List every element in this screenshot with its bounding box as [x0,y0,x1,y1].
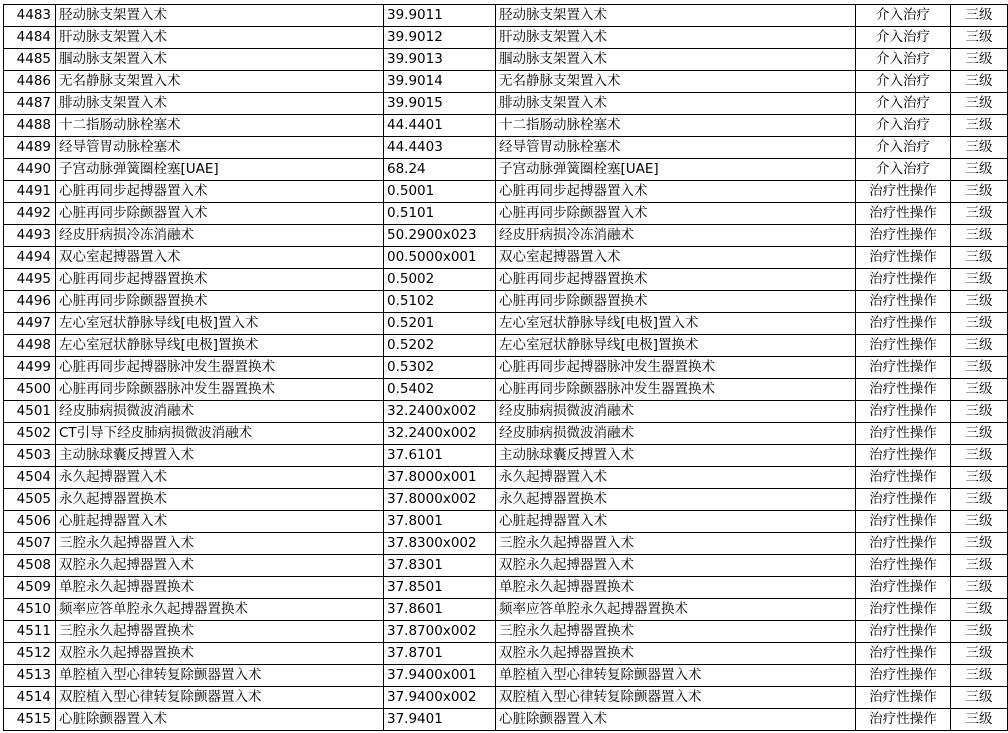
procedure-name: 双腔永久起搏器置入术 [56,555,384,577]
procedure-code: 0.5001 [384,181,496,203]
procedure-name: 单腔永久起搏器置换术 [56,577,384,599]
table-row [4,71,1008,93]
procedure-name-standard: 心脏再同步除颤器置入术 [496,203,856,225]
procedure-name-standard: 肝动脉支架置入术 [496,27,856,49]
procedure-name-standard: 经皮肺病损微波消融术 [496,401,856,423]
procedure-category: 治疗性操作 [856,181,951,203]
procedure-category: 治疗性操作 [856,203,951,225]
procedure-category: 介入治疗 [856,27,951,49]
procedure-code: 68.24 [384,159,496,181]
procedure-name: 子宫动脉弹簧圈栓塞[UAE] [56,159,384,181]
procedure-name: 左心室冠状静脉导线[电极]置换术 [56,335,384,357]
table-row [4,401,1008,423]
procedure-code: 37.6101 [384,445,496,467]
procedure-name: 心脏再同步起搏器置换术 [56,269,384,291]
row-number: 4491 [4,181,56,203]
table-row [4,269,1008,291]
procedure-level: 三级 [951,5,1008,27]
row-number: 4515 [4,709,56,731]
procedure-name: 腘动脉支架置入术 [56,49,384,71]
procedure-name: 心脏再同步起搏器置入术 [56,181,384,203]
procedure-category: 治疗性操作 [856,709,951,731]
procedure-name: 永久起搏器置换术 [56,489,384,511]
table-row [4,357,1008,379]
procedure-level: 三级 [951,115,1008,137]
procedure-name-standard: 经皮肺病损微波消融术 [496,423,856,445]
row-number: 4494 [4,247,56,269]
table-row [4,49,1008,71]
table-row [4,621,1008,643]
table-row [4,5,1008,27]
procedure-level: 三级 [951,687,1008,709]
procedure-name: 心脏起搏器置入术 [56,511,384,533]
procedure-name-standard: 经皮肝病损冷冻消融术 [496,225,856,247]
table-row [4,203,1008,225]
procedure-code: 37.8700x002 [384,621,496,643]
table-row [4,599,1008,621]
procedure-level: 三级 [951,621,1008,643]
procedure-code: 37.8301 [384,555,496,577]
procedure-level: 三级 [951,203,1008,225]
procedure-code: 37.8601 [384,599,496,621]
procedure-name-standard: 心脏再同步起搏器置换术 [496,269,856,291]
row-number: 4511 [4,621,56,643]
procedure-level: 三级 [951,313,1008,335]
row-number: 4501 [4,401,56,423]
procedure-code: 37.8000x001 [384,467,496,489]
procedure-code: 0.5201 [384,313,496,335]
procedure-level: 三级 [951,335,1008,357]
row-number: 4493 [4,225,56,247]
procedure-name-standard: 永久起搏器置换术 [496,489,856,511]
procedure-level: 三级 [951,577,1008,599]
table-row [4,93,1008,115]
procedure-code: 0.5302 [384,357,496,379]
table-row [4,665,1008,687]
procedure-level: 三级 [951,445,1008,467]
procedure-name: 心脏除颤器置入术 [56,709,384,731]
procedure-name: 左心室冠状静脉导线[电极]置入术 [56,313,384,335]
procedure-name-standard: 双腔植入型心律转复除颤器置入术 [496,687,856,709]
procedure-code: 32.2400x002 [384,401,496,423]
procedure-level: 三级 [951,467,1008,489]
procedure-name: 腓动脉支架置入术 [56,93,384,115]
row-number: 4503 [4,445,56,467]
procedure-name: 心脏再同步除颤器置入术 [56,203,384,225]
procedure-level: 三级 [951,27,1008,49]
row-number: 4504 [4,467,56,489]
table-row [4,467,1008,489]
procedure-name-standard: 三腔永久起搏器置换术 [496,621,856,643]
procedure-name-standard: 双腔永久起搏器置换术 [496,643,856,665]
procedure-name: CT引导下经皮肺病损微波消融术 [56,423,384,445]
table-row [4,445,1008,467]
procedure-code: 37.8701 [384,643,496,665]
procedure-code: 39.9014 [384,71,496,93]
procedure-code: 37.8300x002 [384,533,496,555]
procedure-category: 治疗性操作 [856,621,951,643]
procedure-level: 三级 [951,225,1008,247]
table-row [4,709,1008,731]
procedure-level: 三级 [951,489,1008,511]
table-row [4,687,1008,709]
procedure-level: 三级 [951,511,1008,533]
procedure-name-standard: 频率应答单腔永久起搏器置换术 [496,599,856,621]
table-row [4,511,1008,533]
procedure-name-standard: 十二指肠动脉栓塞术 [496,115,856,137]
procedure-category: 治疗性操作 [856,489,951,511]
row-number: 4496 [4,291,56,313]
row-number: 4510 [4,599,56,621]
row-number: 4485 [4,49,56,71]
procedure-category: 治疗性操作 [856,357,951,379]
procedure-name: 永久起搏器置入术 [56,467,384,489]
procedure-category: 治疗性操作 [856,665,951,687]
procedure-code: 32.2400x002 [384,423,496,445]
procedure-code: 39.9015 [384,93,496,115]
procedure-category: 治疗性操作 [856,247,951,269]
procedure-code: 37.9401 [384,709,496,731]
procedure-level: 三级 [951,357,1008,379]
table-row [4,577,1008,599]
procedure-code: 00.5000x001 [384,247,496,269]
procedure-name: 主动脉球囊反搏置入术 [56,445,384,467]
procedure-category: 介入治疗 [856,5,951,27]
row-number: 4499 [4,357,56,379]
procedure-code: 44.4401 [384,115,496,137]
procedure-name-standard: 腘动脉支架置入术 [496,49,856,71]
procedure-category: 治疗性操作 [856,687,951,709]
procedure-level: 三级 [951,137,1008,159]
procedure-name-standard: 永久起搏器置入术 [496,467,856,489]
table-row [4,643,1008,665]
procedure-table-body [4,5,1008,731]
table-row [4,291,1008,313]
procedure-category: 治疗性操作 [856,401,951,423]
procedure-name-standard: 左心室冠状静脉导线[电极]置换术 [496,335,856,357]
procedure-name-standard: 腓动脉支架置入术 [496,93,856,115]
procedure-code: 37.8501 [384,577,496,599]
procedure-name-standard: 三腔永久起搏器置入术 [496,533,856,555]
procedure-name: 三腔永久起搏器置换术 [56,621,384,643]
row-number: 4498 [4,335,56,357]
procedure-level: 三级 [951,379,1008,401]
procedure-code: 37.9400x002 [384,687,496,709]
table-row [4,225,1008,247]
procedure-name-standard: 双腔永久起搏器置入术 [496,555,856,577]
procedure-name: 经皮肺病损微波消融术 [56,401,384,423]
procedure-code: 0.5402 [384,379,496,401]
procedure-name: 无名静脉支架置入术 [56,71,384,93]
procedure-code: 37.9400x001 [384,665,496,687]
procedure-name-standard: 经导管胃动脉栓塞术 [496,137,856,159]
procedure-category: 治疗性操作 [856,291,951,313]
procedure-category: 治疗性操作 [856,335,951,357]
procedure-category: 治疗性操作 [856,599,951,621]
procedure-name: 胫动脉支架置入术 [56,5,384,27]
table-row [4,423,1008,445]
procedure-category: 治疗性操作 [856,379,951,401]
procedure-code: 50.2900x023 [384,225,496,247]
procedure-level: 三级 [951,533,1008,555]
procedure-code: 0.5002 [384,269,496,291]
row-number: 4495 [4,269,56,291]
row-number: 4502 [4,423,56,445]
row-number: 4486 [4,71,56,93]
row-number: 4505 [4,489,56,511]
procedure-name: 十二指肠动脉栓塞术 [56,115,384,137]
row-number: 4507 [4,533,56,555]
procedure-name: 经皮肝病损冷冻消融术 [56,225,384,247]
procedure-name-standard: 心脏除颤器置入术 [496,709,856,731]
table-row [4,533,1008,555]
row-number: 4489 [4,137,56,159]
procedure-level: 三级 [951,401,1008,423]
procedure-category: 介入治疗 [856,49,951,71]
row-number: 4500 [4,379,56,401]
table-row [4,489,1008,511]
procedure-level: 三级 [951,599,1008,621]
procedure-name: 三腔永久起搏器置入术 [56,533,384,555]
table-row [4,159,1008,181]
procedure-name: 心脏再同步除颤器置换术 [56,291,384,313]
table-row [4,181,1008,203]
procedure-code: 0.5202 [384,335,496,357]
procedure-category: 治疗性操作 [856,313,951,335]
procedure-level: 三级 [951,93,1008,115]
row-number: 4490 [4,159,56,181]
procedure-level: 三级 [951,159,1008,181]
procedure-category: 治疗性操作 [856,269,951,291]
row-number: 4506 [4,511,56,533]
procedure-level: 三级 [951,665,1008,687]
procedure-name: 双腔永久起搏器置换术 [56,643,384,665]
row-number: 4488 [4,115,56,137]
procedure-name-standard: 心脏再同步起搏器置入术 [496,181,856,203]
procedure-code: 0.5102 [384,291,496,313]
procedure-name: 双腔植入型心律转复除颤器置入术 [56,687,384,709]
procedure-code: 39.9011 [384,5,496,27]
row-number: 4483 [4,5,56,27]
procedure-name-standard: 单腔永久起搏器置换术 [496,577,856,599]
procedure-name-standard: 心脏再同步除颤器置换术 [496,291,856,313]
row-number: 4492 [4,203,56,225]
table-row [4,313,1008,335]
procedure-name-standard: 子宫动脉弹簧圈栓塞[UAE] [496,159,856,181]
procedure-name-standard: 心脏起搏器置入术 [496,511,856,533]
procedure-category: 治疗性操作 [856,555,951,577]
row-number: 4497 [4,313,56,335]
procedure-code: 0.5101 [384,203,496,225]
procedure-category: 治疗性操作 [856,643,951,665]
table-row [4,27,1008,49]
row-number: 4512 [4,643,56,665]
row-number: 4508 [4,555,56,577]
procedure-level: 三级 [951,291,1008,313]
procedure-category: 介入治疗 [856,159,951,181]
procedure-name-standard: 心脏再同步除颤器脉冲发生器置换术 [496,379,856,401]
procedure-category: 治疗性操作 [856,423,951,445]
procedure-name-standard: 双心室起搏器置入术 [496,247,856,269]
table-row [4,379,1008,401]
procedure-level: 三级 [951,643,1008,665]
row-number: 4487 [4,93,56,115]
procedure-category: 治疗性操作 [856,467,951,489]
procedure-name-standard: 心脏再同步起搏器脉冲发生器置换术 [496,357,856,379]
procedure-level: 三级 [951,269,1008,291]
procedure-name: 心脏再同步除颤器脉冲发生器置换术 [56,379,384,401]
procedure-name: 单腔植入型心律转复除颤器置入术 [56,665,384,687]
procedure-level: 三级 [951,71,1008,93]
table-row [4,555,1008,577]
procedure-level: 三级 [951,49,1008,71]
table-row [4,115,1008,137]
procedure-category: 治疗性操作 [856,445,951,467]
procedure-category: 治疗性操作 [856,511,951,533]
row-number: 4509 [4,577,56,599]
procedure-code: 39.9012 [384,27,496,49]
procedure-level: 三级 [951,181,1008,203]
procedure-name: 频率应答单腔永久起搏器置换术 [56,599,384,621]
procedure-category: 介入治疗 [856,115,951,137]
row-number: 4484 [4,27,56,49]
procedure-category: 治疗性操作 [856,577,951,599]
procedure-name: 心脏再同步起搏器脉冲发生器置换术 [56,357,384,379]
procedure-name: 双心室起搏器置入术 [56,247,384,269]
procedure-name: 肝动脉支架置入术 [56,27,384,49]
procedure-code: 39.9013 [384,49,496,71]
procedure-category: 介入治疗 [856,93,951,115]
procedure-level: 三级 [951,423,1008,445]
table-row [4,137,1008,159]
procedure-name-standard: 无名静脉支架置入术 [496,71,856,93]
procedure-name-standard: 左心室冠状静脉导线[电极]置入术 [496,313,856,335]
procedure-code: 37.8000x002 [384,489,496,511]
procedure-category: 介入治疗 [856,71,951,93]
procedure-category: 介入治疗 [856,137,951,159]
procedure-level: 三级 [951,247,1008,269]
procedure-code: 37.8001 [384,511,496,533]
procedure-level: 三级 [951,555,1008,577]
procedure-category: 治疗性操作 [856,225,951,247]
row-number: 4514 [4,687,56,709]
procedure-name-standard: 主动脉球囊反搏置入术 [496,445,856,467]
procedure-category: 治疗性操作 [856,533,951,555]
procedure-code: 44.4403 [384,137,496,159]
table-row [4,247,1008,269]
procedure-name-standard: 单腔植入型心律转复除颤器置入术 [496,665,856,687]
row-number: 4513 [4,665,56,687]
procedure-level: 三级 [951,709,1008,731]
table-row [4,335,1008,357]
procedure-table [3,4,1008,731]
procedure-name: 经导管胃动脉栓塞术 [56,137,384,159]
procedure-name-standard: 胫动脉支架置入术 [496,5,856,27]
